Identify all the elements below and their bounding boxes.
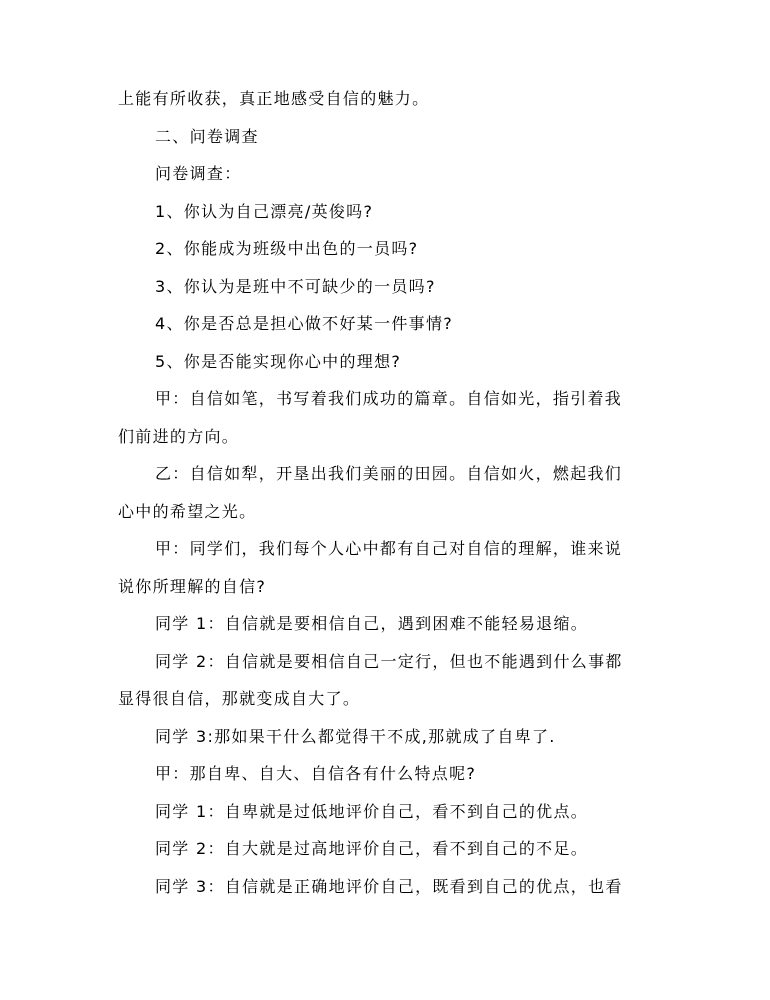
text-line: 甲：同学们，我们每个人心中都有自己对自信的理解，谁来说 xyxy=(155,539,623,558)
text-line: 同学 3:那如果干什么都觉得干不成,那就成了自卑了. xyxy=(155,726,556,746)
text-line: 上能有所收获，真正地感受自信的魅力。 xyxy=(118,89,430,108)
text-line: 同学 3：自信就是正确地评价自己，既看到自己的优点，也看 xyxy=(155,876,623,896)
text-line: 同学 1：自信就是要相信自己，遇到困难不能轻易退缩。 xyxy=(155,614,589,633)
text-line: 同学 2：自大就是过高地评价自己，看不到自己的不足。 xyxy=(155,839,589,858)
text-line: 同学 1：自卑就是过低地评价自己，看不到自己的优点。 xyxy=(155,801,589,821)
text-line: 心中的希望之光。 xyxy=(118,501,257,521)
text-line: 显得很自信，那就变成自大了。 xyxy=(118,689,361,708)
text-line: 甲：那自卑、自大、自信各有什么特点呢? xyxy=(155,764,477,783)
section-heading: 二、问卷调查 xyxy=(155,126,259,146)
question-2: 2、你能成为班级中出色的一员吗? xyxy=(155,239,419,258)
question-1: 1、你认为自己漂亮/英俊吗? xyxy=(155,201,374,221)
question-3: 3、你认为是班中不可缺少的一员吗? xyxy=(155,276,436,296)
question-4: 4、你是否总是担心做不好某一件事情? xyxy=(155,314,454,333)
text-line: 说你所理解的自信? xyxy=(118,576,267,596)
text-line: 们前进的方向。 xyxy=(118,426,240,446)
text-line: 问卷调查： xyxy=(155,164,242,183)
question-5: 5、你是否能实现你心中的理想? xyxy=(155,351,402,371)
text-line: 乙：自信如犁，开垦出我们美丽的田园。自信如火，燃起我们 xyxy=(155,464,623,483)
text-line: 同学 2：自信就是要相信自己一定行，但也不能遇到什么事都 xyxy=(155,651,623,671)
text-line: 甲：自信如笔，书写着我们成功的篇章。自信如光，指引着我 xyxy=(155,389,623,408)
